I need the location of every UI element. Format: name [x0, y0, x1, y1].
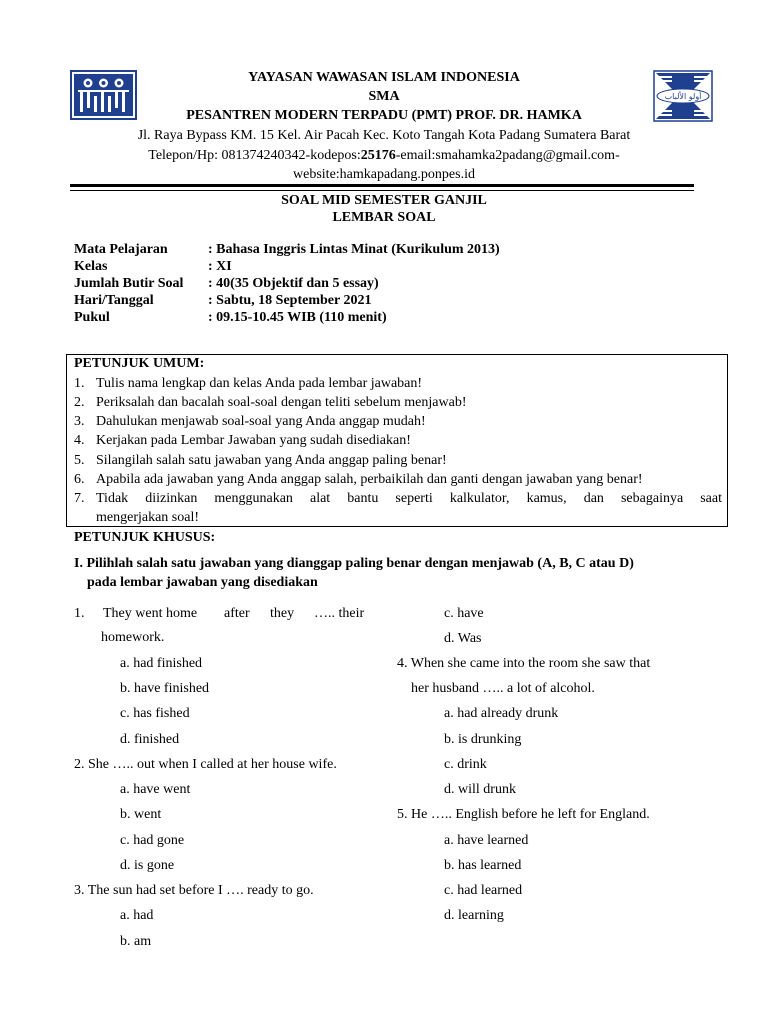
question-1-option: b. have finished	[120, 681, 210, 696]
question-1-stem: they	[270, 606, 295, 621]
school-contact: Telepon/Hp: 081374240342-kodepos:25176-email:smahamka2padang@gmail.com-	[148, 148, 620, 163]
question-2-option: a. have went	[120, 782, 191, 797]
svg-text:أولو الألباب: أولو الألباب	[664, 92, 702, 101]
school-level: SMA	[368, 89, 400, 104]
question-1-number: 1.	[74, 606, 85, 621]
exam-title: SOAL MID SEMESTER GANJIL	[281, 193, 487, 208]
question-5-option: a. have learned	[444, 833, 529, 848]
question-5-option: b. has learned	[444, 858, 522, 873]
info-row-time: Pukul : 09.15-10.45 WIB (110 menit)	[74, 310, 387, 325]
school-address: Jl. Raya Bypass KM. 15 Kel. Air Pacah Kec. Koto Tangah Kota Padang Sumatera Barat	[137, 128, 631, 143]
info-row-question-count: Jumlah Butir Soal : 40(35 Objektif dan 5 essay)	[74, 276, 379, 291]
question-1-stem-continued: homework.	[101, 630, 165, 645]
question-5-option: c. had learned	[444, 883, 523, 898]
info-row-subject: Mata Pelajaran : Bahasa Inggris Lintas Minat (Kurikulum 2013)	[74, 242, 500, 257]
info-row-class: Kelas : XI	[74, 259, 232, 274]
special-instructions-title: PETUNJUK KHUSUS:	[74, 530, 216, 545]
school-name: PESANTREN MODERN TERPADU (PMT) PROF. DR. HAMKA	[186, 108, 582, 123]
question-4-stem: 4. When she came into the room she saw that	[397, 656, 651, 671]
question-4-stem-continued: her husband ….. a lot of alcohol.	[411, 681, 595, 696]
question-4-option: b. is drunking	[444, 732, 522, 747]
question-3-option: b. am	[120, 934, 152, 949]
foundation-name: YAYASAN WAWASAN ISLAM INDONESIA	[248, 70, 520, 85]
question-4-option: d. will drunk	[444, 782, 516, 797]
question-3-option: c. have	[444, 606, 484, 621]
question-2-option: c. had gone	[120, 833, 185, 848]
question-1-stem: They went home	[103, 606, 198, 621]
question-5-option: d. learning	[444, 908, 504, 923]
question-1-option: d. finished	[120, 732, 180, 747]
question-4-option: a. had already drunk	[444, 706, 559, 721]
question-3-option: d. Was	[444, 631, 482, 646]
info-row-date: Hari/Tanggal : Sabtu, 18 September 2021	[74, 293, 372, 308]
exam-page: أولو الألباب YAYASAN WAWASAN ISLAM INDONESIA SMA PESANTREN MODERN TERPADU (PMT) PROF. DR. HAMKA Jl. Raya Bypass KM. 15 Kel. Air Pacah Kec. Koto Tangah Kota Padang Sumatera Barat Telepon/Hp: 081374240342-kodepos:25176-email:smahamka2padang@gmail.com- website:hamkapadang.ponpes.id SOAL MID SEMESTER GANJIL LEMBAR SOAL Mata Pelajaran : Bahasa Inggris Lintas Minat (Kurikulum 2013) Kelas : XI Jumlah Butir Soal : 40(35 Objektif dan 5 essay) Hari/Tanggal : Sabtu, 18 September 2021 Pukul : 09.15-10.45 WIB (110 menit) PETUNJUK UMUM: 1. Tulis nama lengkap dan kelas Anda pada lembar jawaban! 2. Periksalah dan bacalah soal-soal dengan teliti sebelum menjawab! 3. Dahulukan menjawab soal-soal yang Anda anggap mudah! 4. Kerjakan pada Lembar Jawaban yang sudah disediakan! 5. Silangilah salah satu jawaban yang Anda anggap paling benar! 6. Apabila ada jawaban yang Anda anggap salah, perbaikilah dan ganti dengan jawaban yang benar! 7. Tidak diizinkan menggunakan alat bantu seperti kalkulator, kamus, dan sebagainya saat mengerjakan soal! PETUNJUK KHUSUS: I. Pilihlah salah satu jawaban yang dianggap paling benar dengan menjawab (A, B, C atau D) pada lembar jawaban yang disediakan 1. They went home after they ….. their homework. a. had finished b. have finished c. has fished d. finished 2. She ….. out when I called at her house wife. a. have went b. went c. had gone d. is gone 3. The sun had set before I …. ready to go. a. had b. am c. have d. Was 4. When she came into the room she saw that her husband ….. a lot of alcohol. a. had already drunk b. is drunking c. drink d. will drunk 5. He ….. English before he left for England. a. have learned b. has learned c. had learned d. learning	[0, 0, 768, 1024]
question-1-stem: ….. their	[314, 606, 365, 621]
letterhead-rule-thick	[70, 184, 694, 187]
letterhead-rule-thin	[70, 190, 694, 191]
question-4-option: c. drink	[444, 757, 487, 772]
question-1-option: c. has fished	[120, 706, 190, 721]
question-3-stem: 3. The sun had set before I …. ready to go.	[74, 883, 314, 898]
question-2-option: d. is gone	[120, 858, 175, 873]
school-website: website:hamkapadang.ponpes.id	[293, 167, 475, 182]
question-2-stem: 2. She ….. out when I called at her house wife.	[74, 757, 337, 772]
question-1-option: a. had finished	[120, 656, 203, 671]
section-heading: I. Pilihlah salah satu jawaban yang dianggap paling benar dengan menjawab (A, B, C atau D)	[74, 556, 634, 571]
question-3-option: a. had	[120, 908, 154, 923]
general-instructions-title: PETUNJUK UMUM:	[74, 356, 205, 371]
section-heading-continued: pada lembar jawaban yang disediakan	[87, 575, 318, 590]
sheet-title: LEMBAR SOAL	[332, 210, 436, 225]
question-5-stem: 5. He ….. English before he left for England.	[397, 807, 650, 822]
question-2-option: b. went	[120, 807, 162, 822]
question-1-stem: after	[224, 606, 250, 621]
exam-info	[74, 241, 500, 326]
